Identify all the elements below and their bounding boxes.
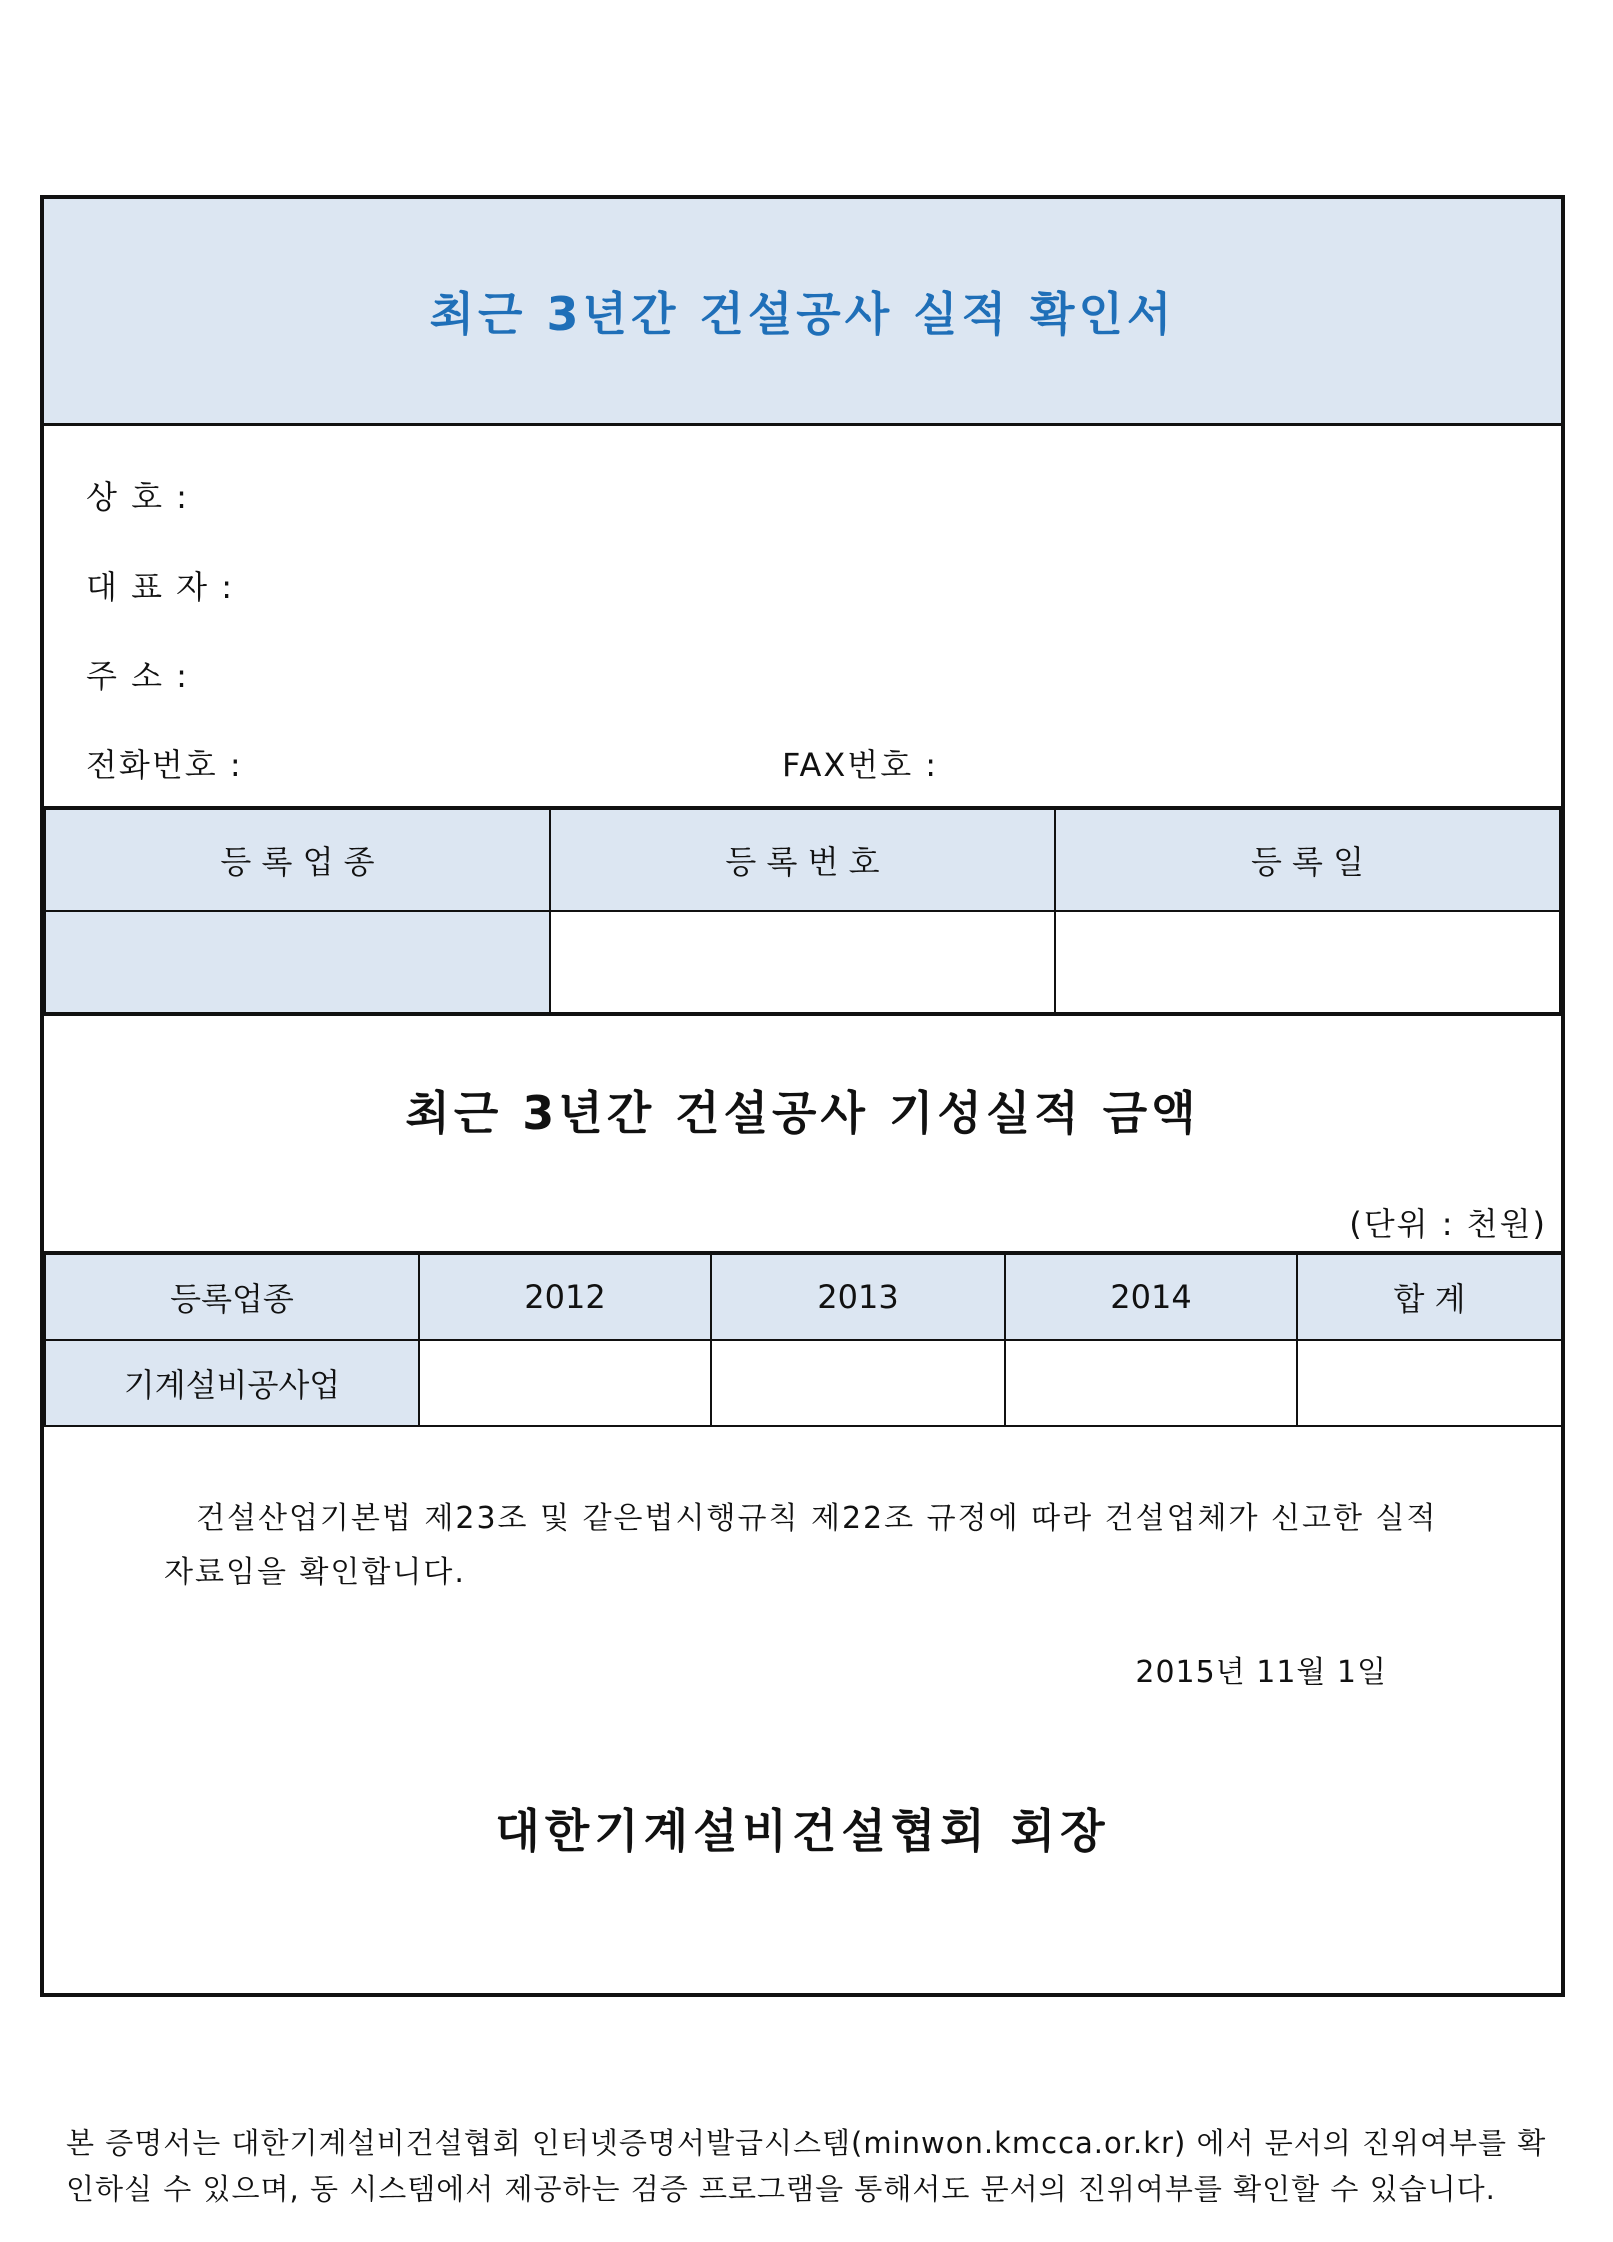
performance-header-row <box>45 1254 1562 1340</box>
registration-header-cell: 등 록 일 <box>1055 809 1560 911</box>
signer-name: 대한기계설비건설협회 회장 <box>495 1804 1110 1858</box>
performance-header-cell: 합 계 <box>1297 1254 1562 1340</box>
performance-data-row <box>45 1340 1562 1426</box>
issue-date: 2015년 11월 1일 <box>1135 1655 1387 1690</box>
performance-table <box>44 1253 1563 1427</box>
registration-table <box>44 808 1561 1014</box>
unit-label: (단위 : 천원) <box>1349 1205 1547 1243</box>
performance-data-cell <box>711 1340 1005 1426</box>
phone-label: 전화번호 : <box>86 746 243 784</box>
performance-data-cell <box>419 1340 711 1426</box>
registration-value-row <box>45 911 1560 1013</box>
registration-value-cell <box>1055 911 1560 1013</box>
title-band <box>44 199 1561 426</box>
performance-title: 최근 3년간 건설공사 기성실적 금액 <box>405 1086 1200 1140</box>
registration-header-row <box>45 809 1560 911</box>
registration-value-cell <box>45 911 550 1013</box>
performance-header-cell: 2013 <box>711 1254 1005 1340</box>
performance-header-cell: 2014 <box>1005 1254 1297 1340</box>
performance-data-cell: 기계설비공사업 <box>45 1340 419 1426</box>
document-title: 최근 3년간 건설공사 실적 확인서 <box>429 287 1176 341</box>
registration-header-cell: 등 록 번 호 <box>550 809 1055 911</box>
registration-header-cell: 등 록 업 종 <box>45 809 550 911</box>
company-name-label: 상 호 : <box>86 478 189 516</box>
divider <box>44 1012 1561 1016</box>
certificate-frame <box>40 195 1565 1997</box>
representative-label: 대 표 자 : <box>86 568 235 606</box>
address-label: 주 소 : <box>86 657 189 695</box>
performance-data-cell <box>1005 1340 1297 1426</box>
performance-header-cell: 등록업종 <box>45 1254 419 1340</box>
footer-note: 본 증명서는 대한기계설비건설협회 인터넷증명서발급시스템(minwon.kmcca.or.kr) 에서 문서의 진위여부를 확인하실 수 있으며, 동 시스템에서 제공하는 검증 프로그램을 통해서도 문서의 진위여부를 확인할 수 있습니다. <box>66 2126 1547 2206</box>
confirmation-text: 건설산업기본법 제23조 및 같은법시행규칙 제22조 규정에 따라 건설업체가 신고한 실적자료임을 확인합니다. <box>164 1501 1438 1590</box>
company-info-section <box>44 426 1561 808</box>
registration-value-cell <box>550 911 1055 1013</box>
fax-label: FAX번호 : <box>782 746 939 784</box>
performance-data-cell <box>1297 1340 1562 1426</box>
performance-header-cell: 2012 <box>419 1254 711 1340</box>
